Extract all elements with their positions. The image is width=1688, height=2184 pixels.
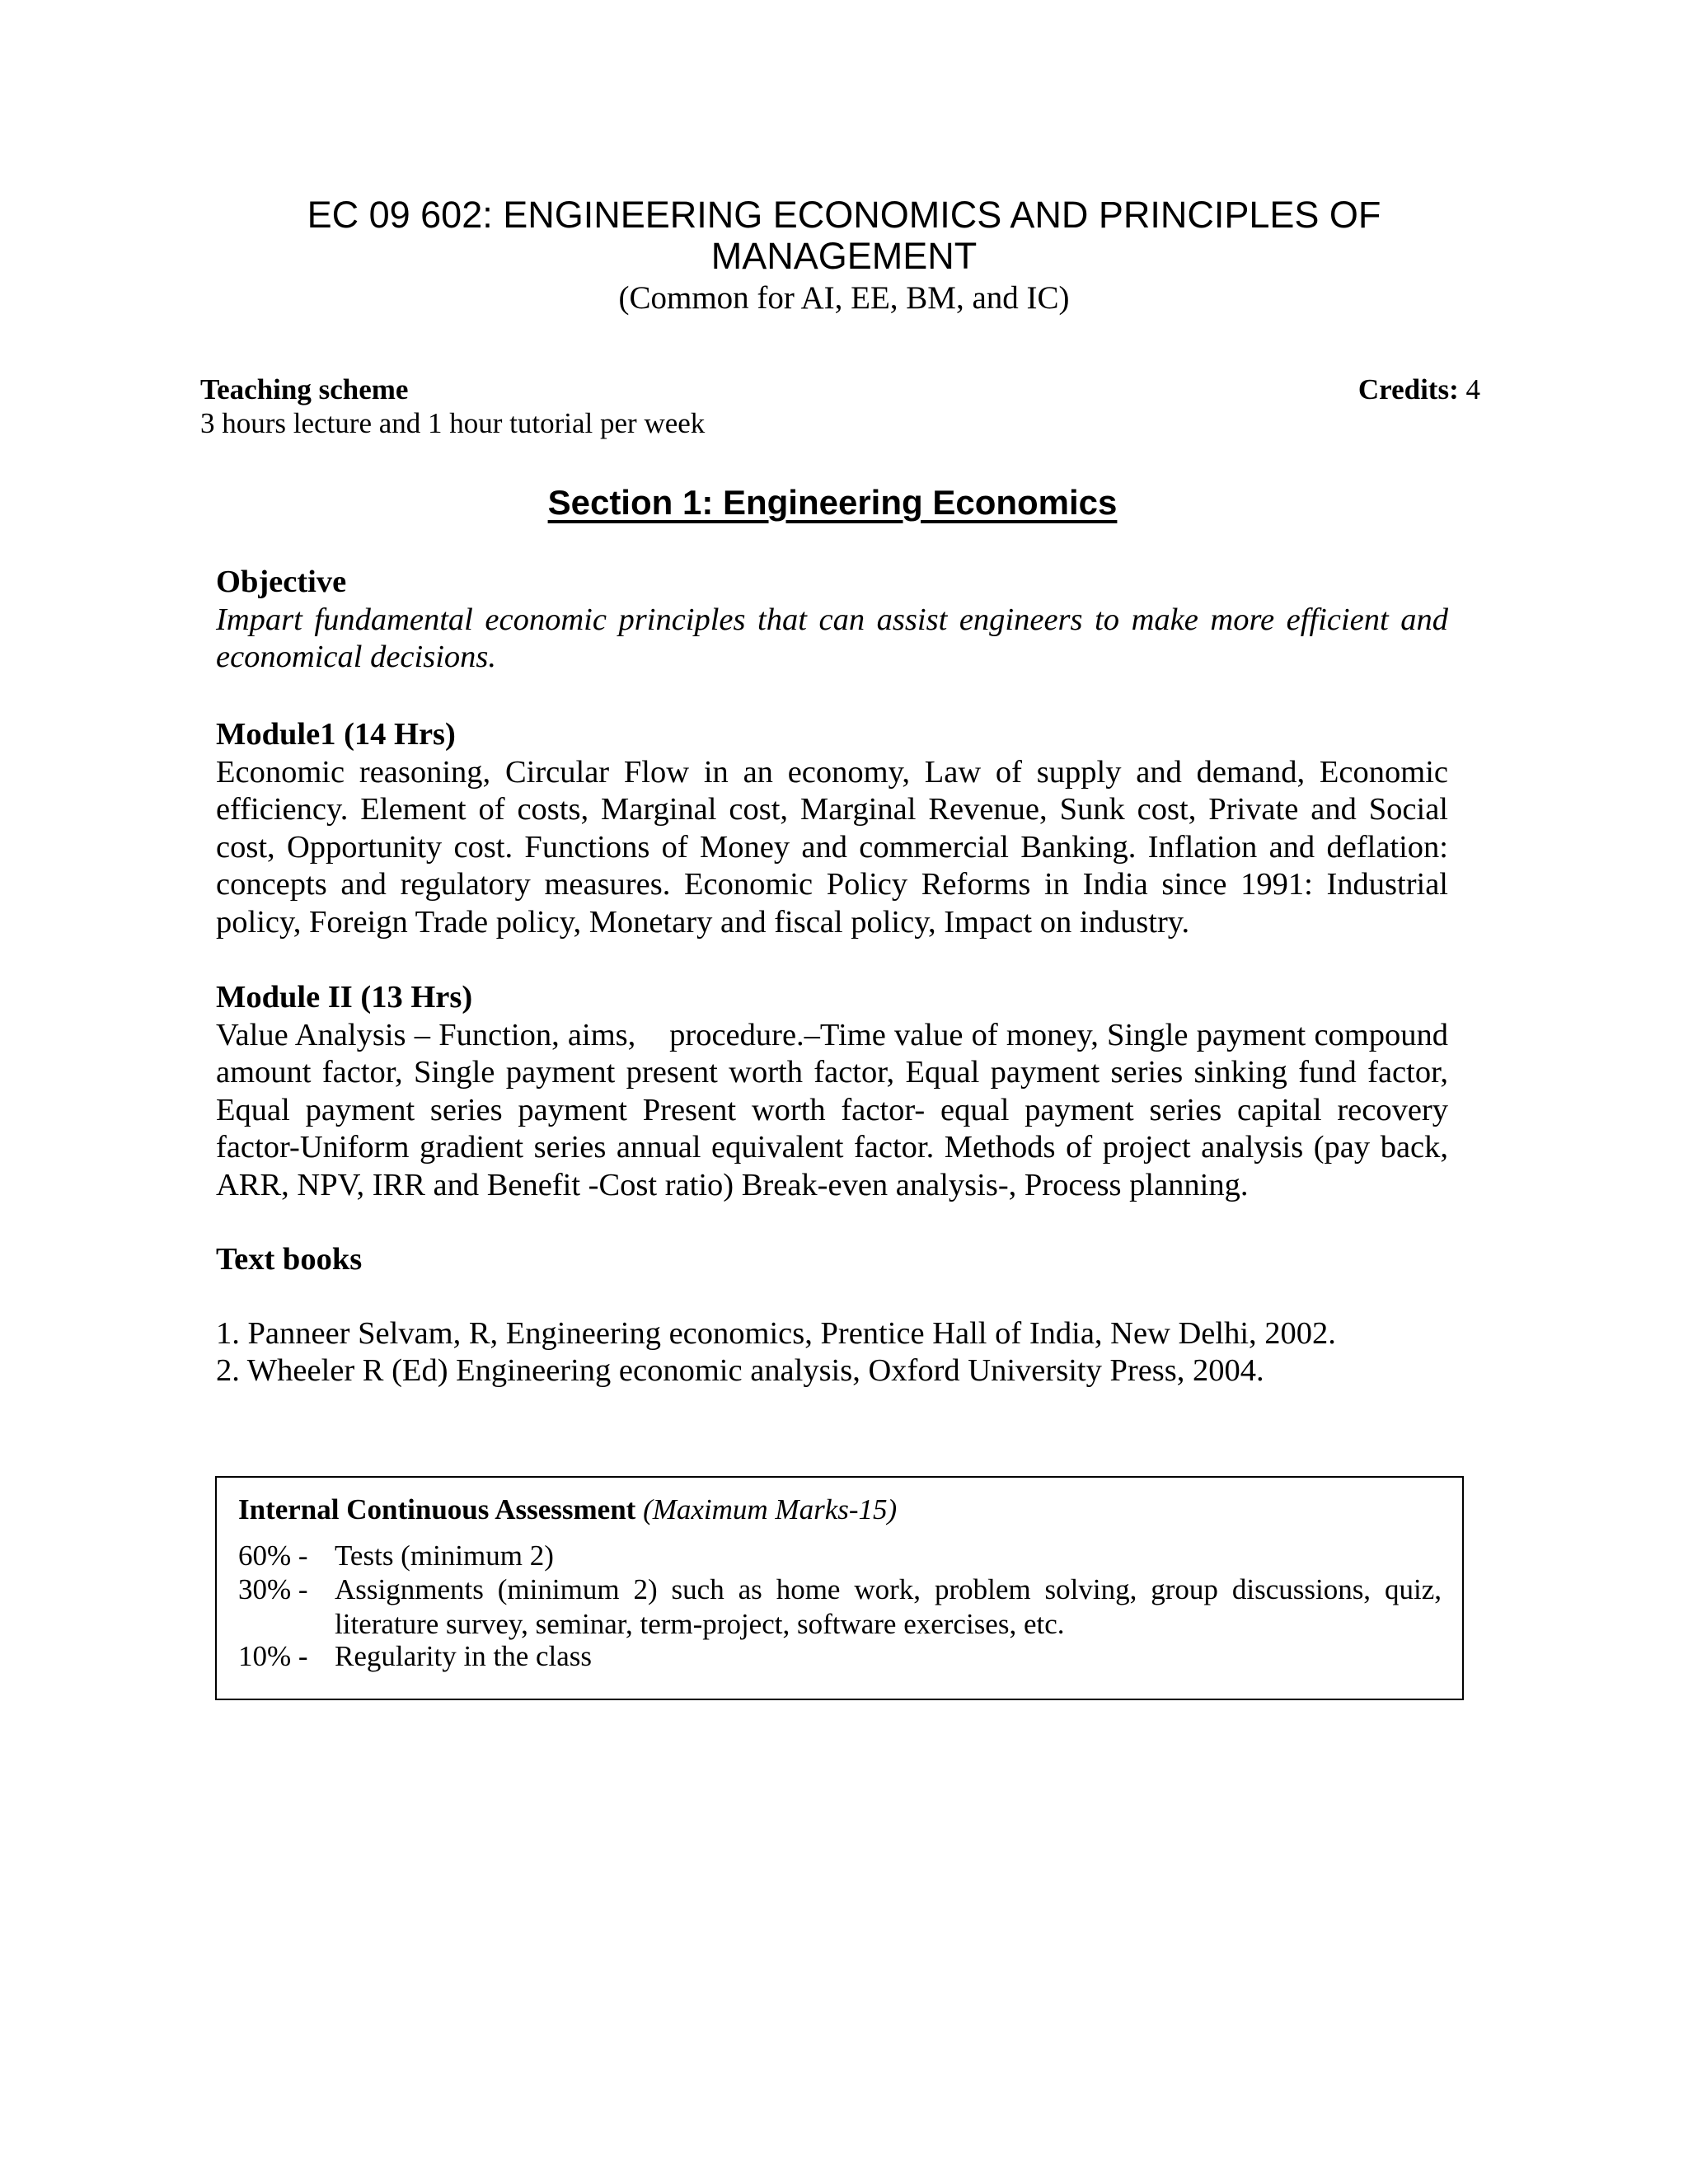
assessment-max-marks: (Maximum Marks-15) — [643, 1493, 898, 1526]
assessment-title — [238, 1493, 897, 1527]
module2-block — [216, 979, 1456, 1204]
credits — [1358, 373, 1480, 407]
module1-heading: Module1 (14 Hrs) — [216, 717, 456, 752]
textbooks-heading: Text books — [216, 1242, 363, 1277]
assessment-text: Tests (minimum 2) — [335, 1540, 554, 1572]
assessment-box — [215, 1476, 1464, 1700]
assessment-text: Regularity in the class — [335, 1640, 593, 1672]
textbook-item: 1. Panneer Selvam, R, Engineering economics, Prentice Hall of India, New Delhi, 2002. — [216, 1315, 1336, 1351]
module2-heading: Module II (13 Hrs) — [216, 980, 473, 1015]
textbook-item: 2. Wheeler R (Ed) Engineering economic analysis, Oxford University Press, 2004. — [216, 1353, 1264, 1388]
objective-heading: Objective — [216, 565, 347, 599]
textbooks-block — [216, 1241, 1448, 1390]
teaching-scheme-description: 3 hours lecture and 1 hour tutorial per week — [200, 407, 706, 439]
credits-value: 4 — [1465, 373, 1480, 405]
assessment-percent: 10% - — [238, 1640, 308, 1672]
assessment-text: Assignments (minimum 2) such as home work, problem solving, group discussions, quiz, literature survey, seminar, term-project, software exercises, etc. — [335, 1573, 1442, 1640]
assessment-percent: 60% - — [238, 1540, 308, 1572]
module1-block — [216, 716, 1448, 941]
module2-text: Value Analysis – Function, aims, procedure.–Time value of money, Single payment compound amount factor, Single payment present worth factor, Equal payment series sinking fund factor, Equal payment series payment Present worth factor- equal payment series capital recovery factor-Uniform gradient series annual equivalent factor. Methods of project analysis (pay back, ARR, NPV, IRR and Benefit -Cost ratio) Break-even analysis-, Process planning. — [216, 1017, 1456, 1202]
module1-text: Economic reasoning, Circular Flow in an economy, Law of supply and demand, Economic efficiency. Element of costs, Marginal cost, Marginal Revenue, Sunk cost, Private and Social cost, Opportunity cost. Functions of Money and commercial Banking. Inflation and deflation: concepts and regulatory measures. Economic Policy Reforms in India since 1991: Industrial policy, Foreign Trade policy, Monetary and fiscal policy, Impact on industry. — [216, 754, 1448, 940]
assessment-percent: 30% - — [238, 1573, 308, 1605]
course-subtitle: (Common for AI, EE, BM, and IC) — [618, 280, 1070, 316]
credits-label: Credits: — [1357, 373, 1459, 405]
objective-text: Impart fundamental economic principles that can assist engineers to make more efficient and economical decisions. — [216, 602, 1448, 674]
section-title: Section 1: Engineering Economics — [547, 483, 1118, 522]
objective-block — [216, 564, 1448, 677]
teaching-scheme-label: Teaching scheme — [200, 373, 409, 405]
assessment-title-label: Internal Continuous Assessment — [238, 1493, 636, 1526]
course-title: EC 09 602: ENGINEERING ECONOMICS AND PRINCIPLES OF MANAGEMENT — [307, 194, 1381, 277]
